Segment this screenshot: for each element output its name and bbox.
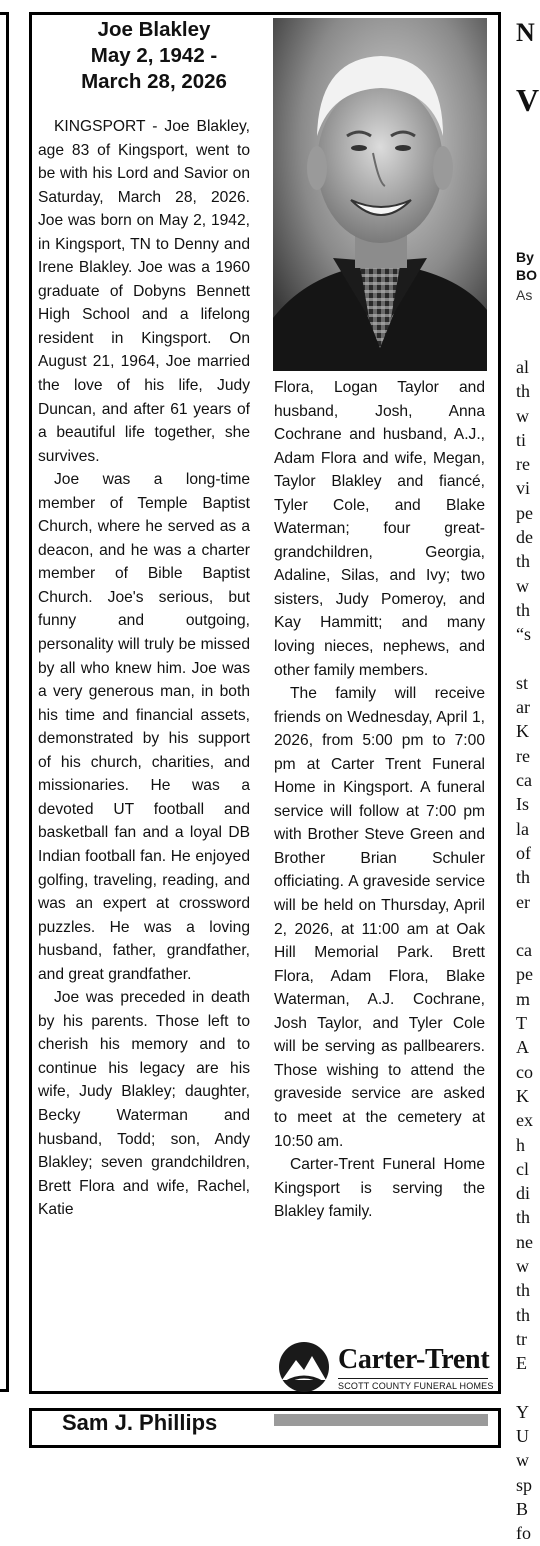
adjacent-text-fragment: cl: [516, 1158, 529, 1179]
adjacent-text-fragment: U: [516, 1426, 529, 1447]
adjacent-text-fragment: B: [516, 1498, 529, 1519]
previous-column-border: [0, 12, 9, 1392]
adjacent-text-fragment: Is: [516, 794, 529, 815]
adjacent-text-fragment: th: [516, 381, 531, 402]
adjacent-text-fragment: w: [516, 1255, 529, 1276]
adjacent-text-fragment: th: [516, 599, 531, 620]
adjacent-text-fragment: ca: [516, 940, 532, 961]
adjacent-text-fragment: ar: [516, 697, 530, 718]
obituary-dates-line1: May 2, 1942 -: [90, 44, 218, 67]
adjacent-headline-1: N: [516, 18, 535, 47]
adjacent-text-fragment: pe: [516, 964, 533, 985]
adjacent-text-fragment: st: [516, 672, 529, 693]
logo-subtitle: SCOTT COUNTY FUNERAL HOMES: [338, 1381, 494, 1391]
adjacent-text-fragment: vi: [516, 478, 531, 499]
adjacent-text-fragment: “s: [516, 624, 531, 645]
adjacent-text-fragment: K: [516, 721, 529, 742]
adjacent-text-fragment: er: [516, 891, 530, 912]
adjacent-text-fragment: co: [516, 1061, 533, 1082]
adjacent-headline-2: V: [516, 82, 540, 118]
adjacent-text-fragment: [516, 914, 540, 938]
obituary-paragraph: KINGSPORT - Joe Blakley, age 83 of Kingsport, went to be with his Lord and Savior on Saturday, March 28, 2026. Joe was born on May 2, 1942, in Kingsport, TN to Denny and Irene Blakley. Joe was a 1960 graduate of Dobyns Bennett High School and a lifelong resident in Kingsport. On August 21, 1964, Joe married the love of his life, Judy Duncan, and after 61 years of a beautiful life together, she survives.: [38, 118, 250, 465]
obituary-paragraph: The family will receive friends on Wednesday, April 1, 2026, from 5:00 pm to 7:00 pm at Carter Trent Funeral Home in Kingsport. A funeral service will follow at 7:00 pm with Brother Steve Green and Brother Brian Schuler officiating. A graveside service will be held on Thursday, April 2, 2026, at 11:00 am at Oak Hill Memorial Park. Brett Flora, Adam Flora, Blake Waterman, A.J. Cochrane, Josh Taylor, and Tyler Cole will be serving as pallbearers. Those wishing to attend the graveside service are asked to meet at the cemetery at 10:50 am.: [274, 685, 485, 1150]
adjacent-text-fragment: ti: [516, 429, 527, 450]
adjacent-byline-affiliation: As: [516, 287, 533, 303]
obituary-paragraph: Joe was a long-time member of Temple Baptist Church, where he served as a deacon, and he was a charter member of Bible Baptist Church. Joe's serious, but funny and outgoing, personality will truly be missed by all who knew him. Joe was a very generous man, in both his time and financial assets, demonstrated by his support of his church, charities, and missionaries. He was a devoted UT football and basketball fan and a loyal DB Indian football fan. He enjoyed golfing, traveling, reading, and was an expert at crossword puzzles. He was a loving husband, father, grandfather, and great grandfather.: [38, 471, 250, 983]
portrait-photo: [273, 18, 487, 371]
adjacent-text-fragment: w: [516, 575, 529, 596]
adjacent-text-fragment: th: [516, 1207, 531, 1228]
adjacent-text-fragment: w: [516, 1450, 529, 1471]
adjacent-text-fragment: E: [516, 1353, 527, 1374]
adjacent-byline: By: [516, 249, 534, 265]
adjacent-text-fragment: m: [516, 988, 531, 1009]
adjacent-text-fragment: de: [516, 527, 533, 548]
obituary-paragraph: Carter-Trent Funeral Home Kingsport is serving the Blakley family.: [274, 1156, 485, 1221]
obituary-paragraph: Flora, Logan Taylor and husband, Josh, Anna Cochrane and husband, A.J., Adam Flora and wife, Megan, Taylor Blakley and fiancé, Tyler Cole, and Blake Waterman; four great-grandchildren, Georgia, Adaline, Silas, and Ivy; two sisters, Judy Pomeroy, and Kay Hammitt; and many loving nieces, nephews, and other family members.: [274, 379, 485, 679]
adjacent-text-fragment: h: [516, 1134, 525, 1155]
obituary-name: Joe Blakley: [97, 18, 211, 41]
adjacent-text-fragment: [516, 1375, 540, 1399]
next-obituary-photo: [274, 1414, 488, 1426]
adjacent-text-fragment: T: [516, 1013, 527, 1034]
adjacent-text-fragment: fo: [516, 1523, 531, 1544]
adjacent-text-fragment: al: [516, 357, 529, 377]
adjacent-text-fragment: la: [516, 818, 529, 839]
obituary-paragraph: Joe was preceded in death by his parents. Those left to cherish his memory and to continue his legacy are his wife, Judy Blakley; daughter, Becky Waterman and husband, Todd; son, Andy Blakley; seven grandchildren, Brett Flora and wife, Rachel, Katie: [38, 989, 250, 1219]
adjacent-text-fragment: of: [516, 842, 531, 863]
adjacent-text-fragment: ca: [516, 770, 532, 791]
logo-wordmark: Carter-Trent: [338, 1344, 490, 1375]
adjacent-text-fragment: th: [516, 551, 531, 572]
adjacent-text-fragment: ex: [516, 1110, 533, 1131]
adjacent-text-fragment: re: [516, 454, 530, 475]
adjacent-text-fragment: w: [516, 405, 529, 426]
adjacent-text-fragment: ne: [516, 1231, 533, 1252]
adjacent-text-fragment: tr: [516, 1328, 527, 1349]
adjacent-article-text: [516, 355, 540, 1546]
adjacent-text-fragment: A: [516, 1037, 529, 1058]
obituary-text-column-left: [38, 115, 250, 1222]
next-obituary-name: Sam J. Phillips: [62, 1410, 218, 1435]
adjacent-text-fragment: pe: [516, 502, 533, 523]
adjacent-text-fragment: th: [516, 867, 531, 888]
adjacent-text-fragment: di: [516, 1183, 531, 1204]
obituary-text-column-right: [274, 376, 485, 1224]
adjacent-text-fragment: th: [516, 1280, 531, 1301]
adjacent-text-fragment: th: [516, 1304, 531, 1325]
adjacent-text-fragment: K: [516, 1085, 529, 1106]
adjacent-text-fragment: sp: [516, 1474, 533, 1495]
adjacent-byline: BO: [516, 267, 537, 283]
obituary-dates-line2: March 28, 2026: [81, 70, 227, 93]
adjacent-text-fragment: Y: [516, 1401, 529, 1422]
adjacent-text-fragment: [516, 647, 540, 671]
adjacent-text-fragment: re: [516, 745, 530, 766]
